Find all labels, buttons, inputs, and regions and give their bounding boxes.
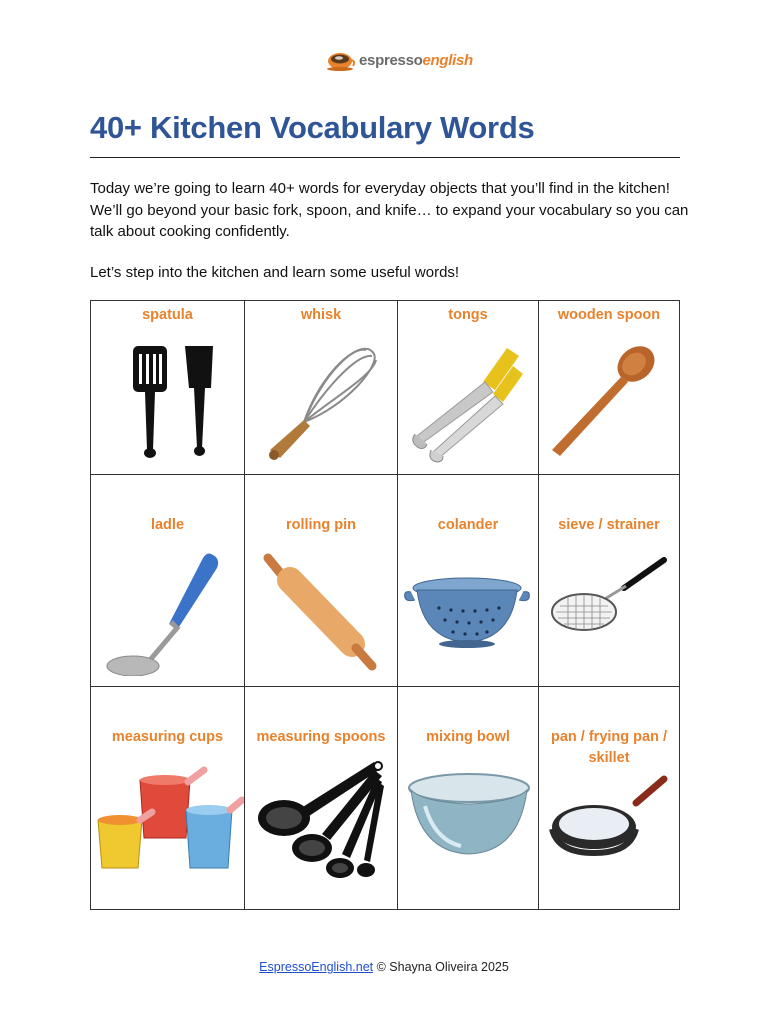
- vocab-cell: [245, 301, 398, 475]
- footer-copyright: © Shayna Oliveira 2025: [373, 960, 509, 974]
- coffee-cup-icon: [326, 48, 356, 72]
- vocab-label: spatula: [142, 307, 193, 323]
- vocab-label: rolling pin: [285, 517, 357, 533]
- vocab-label: measuring spoons: [256, 729, 386, 745]
- vocab-cell: [398, 687, 539, 910]
- vocab-label: colander: [437, 517, 499, 533]
- wooden-spoon-icon: [540, 326, 678, 466]
- ladle-icon: [93, 536, 243, 676]
- mixing-bowl-icon: [399, 748, 537, 888]
- vocab-label: mixing bowl: [426, 729, 510, 745]
- sieve-icon: [540, 536, 678, 676]
- table-row: [91, 687, 680, 910]
- title-divider: [90, 157, 680, 158]
- vocab-cell: [91, 687, 245, 910]
- intro-paragraph-2: Let’s step into the kitchen and learn some useful words!: [90, 264, 460, 281]
- vocab-cell: [539, 475, 680, 687]
- rolling-pin-icon: [246, 536, 396, 676]
- vocab-cell: [91, 301, 245, 475]
- footer-link[interactable]: EspressoEnglish.net: [259, 960, 374, 974]
- vocab-label: measuring cups: [111, 729, 224, 745]
- vocab-cell: [398, 301, 539, 475]
- vocab-cell: [398, 475, 539, 687]
- vocab-label: wooden spoon: [557, 307, 661, 323]
- brand-name: espressoenglish: [359, 51, 473, 69]
- vocab-label: pan / frying pan / skillet: [550, 729, 667, 766]
- measuring-cups-icon: [92, 748, 244, 888]
- vocab-label: sieve / strainer: [558, 517, 660, 533]
- page-title: 40+ Kitchen Vocabulary Words: [90, 110, 535, 145]
- footer: [0, 960, 768, 974]
- table-row: [91, 301, 680, 475]
- vocab-label: ladle: [150, 517, 185, 533]
- spatula-icon: [93, 326, 243, 466]
- frying-pan-icon: [540, 769, 678, 887]
- vocab-cell: [245, 687, 398, 910]
- vocabulary-table: [90, 300, 680, 910]
- vocab-label: tongs: [448, 307, 488, 323]
- measuring-spoons-icon: [246, 748, 396, 888]
- brand-logo: [326, 46, 473, 74]
- vocab-cell: [539, 301, 680, 475]
- whisk-icon: [246, 326, 396, 466]
- vocab-label: whisk: [300, 307, 342, 323]
- tongs-icon: [399, 326, 537, 466]
- table-row: [91, 475, 680, 687]
- intro-paragraph: Today we’re going to learn 40+ words for everyday objects that you’ll find in the kitchen! We’ll go beyond your basic fork, spoon, and knife… to expand your vocabulary so you can talk about cooking confidently.: [90, 180, 689, 240]
- vocab-cell: [539, 687, 680, 910]
- vocab-cell: [91, 475, 245, 687]
- vocab-cell: [245, 475, 398, 687]
- colander-icon: [399, 536, 537, 676]
